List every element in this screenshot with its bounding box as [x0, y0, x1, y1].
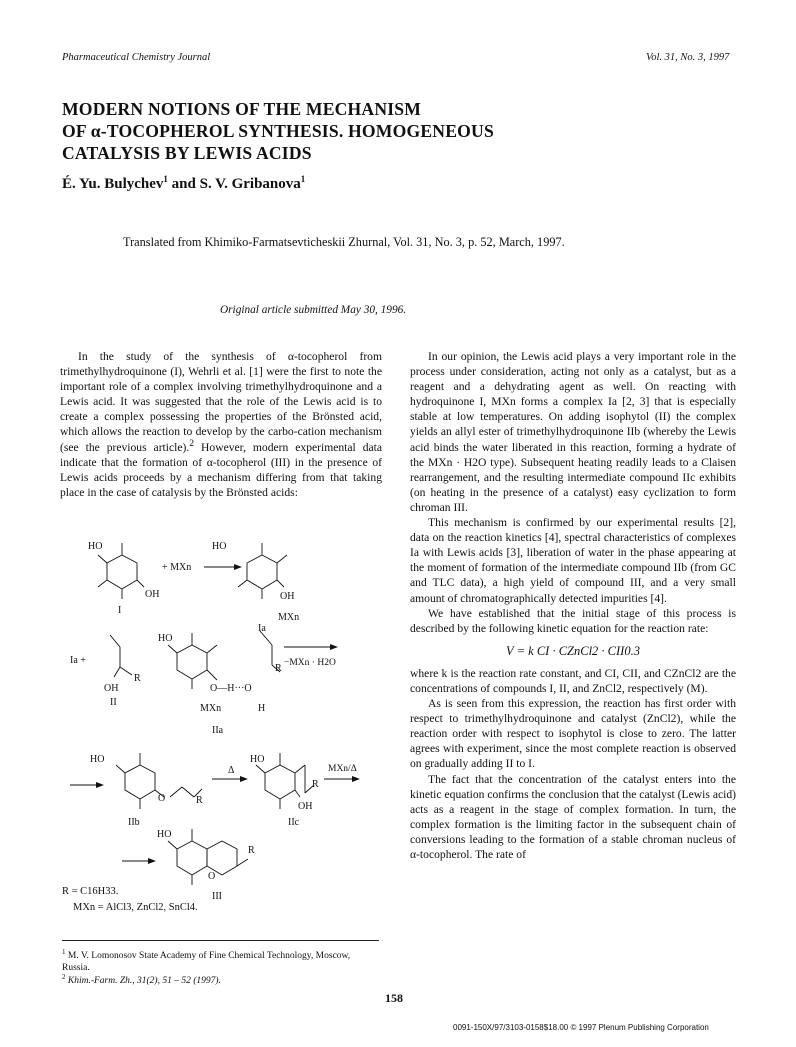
volume-info: Vol. 31, No. 3, 1997: [646, 52, 730, 63]
reactant-label: Ia +: [70, 655, 86, 666]
compound-label: IIc: [288, 817, 300, 828]
submission-date: Original article submitted May 30, 1996.: [220, 304, 407, 316]
affiliation-mark: 1: [300, 174, 306, 184]
ether-oxygen: O: [158, 793, 166, 804]
r-definition: R = C16H33.: [62, 886, 119, 897]
footnote-1: $^1$ M. V. Lomonosov State Academy of Fine Chemical Technology, Moscow, Russia.: [62, 947, 351, 973]
kinetic-equation: V = k CI · CZnCl2 · CII0.3: [506, 643, 640, 658]
author-conjunction: and: [167, 176, 200, 192]
footnote-2: $^2$ Khim.-Farm. Zh., 31(2), 51 – 52 (1997).: [62, 972, 221, 986]
journal-name: Pharmaceutical Chemistry Journal: [62, 52, 211, 63]
title-line-3: CATALYSIS BY LEWIS ACIDS: [62, 143, 312, 163]
copyright-line: 0091-150X/97/3103-0158$18.00 © 1997 Plenum Publishing Corporation: [453, 1023, 709, 1032]
label-ho: HO: [157, 829, 172, 840]
page-number: 158: [385, 991, 403, 1005]
paragraph: As is seen from this expression, the reaction has first order with respect to trimethylhydroquinone and catalyst (ZnCl2), while the reaction order with respect to isophytol is close to zero. The latter agrees with experiment, since the most complete reaction is observed on gradually adding II to I.: [410, 697, 736, 771]
label-oh: OH: [298, 801, 313, 812]
label-mxn: MXn: [278, 612, 300, 623]
byproduct-label: −MXn · H2O: [284, 658, 336, 668]
compound-label: I: [118, 605, 122, 616]
paragraph: We have established that the initial stage of this process is described by the following kinetic equation for the reaction rate:: [410, 606, 736, 635]
intro-paragraph: In the study of the synthesis of α-tocopherol from trimethylhydroquinone (I), Wehrli et al. [1] were the first to note the important role of a complex involving trimethylhydroquinone and a Lewis acid. It was suggested that the role of the Lewis acid is to create a complex possessing the properties of the Brönsted acid, which allows the reaction to develop by the carbo-cation mechanism (see the previous article).$^2$ However, modern experimental data indicate that the formation of α-tocopherol (III) in the presence of Lewis acids proceeds by a mechanism differing from that taking place in the case of catalysis by the Brönsted acids:: [60, 350, 383, 499]
article-title: [62, 98, 622, 164]
label-h: H: [258, 703, 266, 714]
label-oh: OH: [280, 591, 295, 602]
label-ho: HO: [90, 754, 105, 765]
label-oh: OH: [104, 683, 119, 694]
affiliation-mark: 1: [163, 174, 168, 184]
reagent-label: + MXn: [162, 562, 192, 573]
author-name: É. Yu. Bulychev: [62, 176, 164, 192]
author-name: S. V. Gribanova: [199, 176, 301, 192]
compound-IIa-structure: [168, 631, 280, 689]
compound-II-structure: [110, 635, 132, 677]
compound-label: Ia: [258, 623, 266, 634]
left-column: [60, 349, 382, 500]
paragraph: The fact that the concentration of the catalyst enters into the kinetic equation confirms the conclusion that the catalyst (Lewis acid) acts as a reagent in the stage of complex formation. In turn, the complex formation is the limiting factor in the subsequent chain of conversions leading to the formation of a stable chroman nucleus of α-tocopherol. The rate of: [410, 772, 736, 861]
authors: [62, 176, 305, 193]
right-column: [410, 349, 736, 862]
title-line-2: OF α-TOCOPHEROL SYNTHESIS. HOMOGENEOUS: [62, 121, 494, 141]
label-ho: HO: [88, 541, 103, 552]
compound-label: IIa: [212, 725, 224, 736]
title-line-1: MODERN NOTIONS OF THE MECHANISM: [62, 99, 422, 119]
label-oh: OH: [145, 589, 160, 600]
label-ho: HO: [158, 633, 173, 644]
compound-I-structure: [98, 543, 144, 599]
substituent-r: R: [134, 673, 141, 684]
paragraph: In our opinion, the Lewis acid plays a very important role in the process under consideration, acting not only as a catalyst, but as a reagent and a dehydrating agent as well. On reacting with hydroquinone I, MXn forms a complex Ia [2, 3] that is especially stable at low temperatures. On adding isophytol (II) the complex yields an allyl ester of trimethylhydroquinone IIb (whereby the Lewis acid binds the water liberated in this reaction, forming a hydrate of the MXn · H2O type). Subsequent heating readily leads to a Claisen rearrangement, and the resulting intermediate compound IIc exhibits (on heating in the presence of a catalyst) easy cyclization to form chroman III.: [410, 350, 736, 514]
paragraph: This mechanism is confirmed by our experimental results [2], data on the reaction kinetics [4], spectral characteristics of complexes Ia with Lewis acids [3], liberation of water in the phase appearing at the moment of formation of the intermediate compound IIb (from GC and TLC data), a high yield of compound III, and a very small amount of chromatographically detected impurities [4].: [410, 516, 736, 605]
substituent-r: R: [248, 845, 255, 856]
substituent-r: R: [275, 663, 282, 674]
mx-definition: MXn = AlCl3, ZnCl2, SnCl4.: [73, 902, 198, 913]
substituent-r: R: [312, 779, 319, 790]
ring-oxygen: O: [208, 871, 216, 882]
compound-label: IIb: [128, 817, 140, 828]
reaction-scheme: [62, 535, 382, 915]
translated-from: Translated from Khimiko-Farmatsevticheskii Zhurnal, Vol. 31, No. 3, p. 52, March, 1997.: [123, 235, 565, 249]
footnote-rule: [62, 940, 379, 941]
label-ho: HO: [250, 754, 265, 765]
compound-label: II: [110, 697, 117, 708]
label-mxn: MXn: [200, 703, 222, 714]
label-ho: HO: [212, 541, 227, 552]
heat-symbol: Δ: [228, 765, 235, 776]
catalyst-label: MXn/Δ: [328, 764, 357, 774]
paragraph: where k is the reaction rate constant, and CI, CII, and CZnCl2 are the concentrations of compounds I, II, and ZnCl2, respectively (M).: [410, 666, 736, 695]
hydrogen-bond-label: O—H···O: [210, 683, 252, 694]
substituent-r: R: [196, 795, 203, 806]
compound-label: III: [212, 891, 222, 902]
